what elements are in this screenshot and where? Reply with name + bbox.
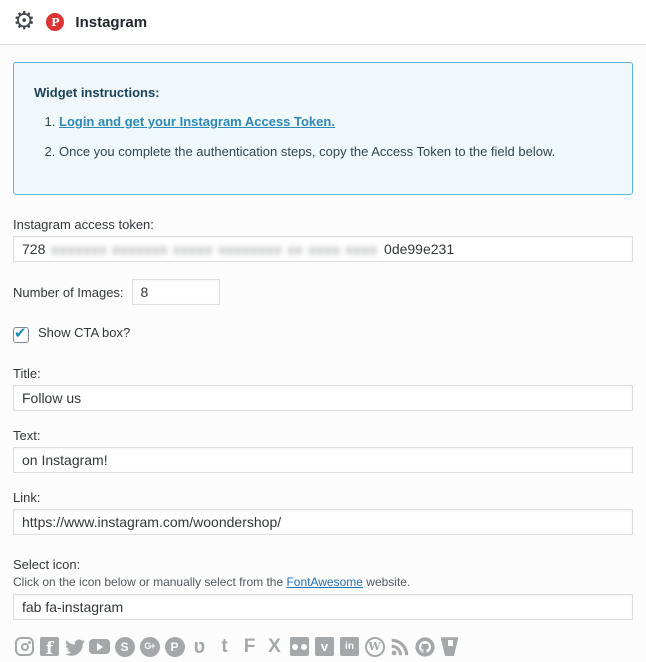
widget-title: Instagram (75, 13, 148, 31)
gear-icon: ⚙ (13, 6, 36, 35)
help-text-prefix: Click on the icon below or manually select from the (13, 575, 287, 590)
rss-icon[interactable] (388, 635, 411, 658)
number-of-images-label: Number of Images: (13, 284, 124, 300)
wordpress-icon[interactable]: W (363, 635, 386, 658)
instructions-heading: Widget instructions: (34, 85, 160, 100)
token-visible-suffix: 0de99e231 (384, 241, 455, 258)
foursquare-icon[interactable]: F (243, 636, 256, 658)
widget-instructions-box (13, 62, 633, 195)
tumblr-icon[interactable]: t (221, 636, 228, 658)
access-token-input[interactable] (13, 236, 633, 262)
github-icon[interactable] (413, 635, 436, 658)
link-input[interactable] (13, 509, 633, 535)
instagram-icon[interactable] (13, 635, 36, 658)
access-token-label: Instagram access token: (13, 217, 154, 233)
show-cta-field (13, 325, 633, 344)
bitbucket-icon[interactable] (438, 635, 461, 658)
text-field (13, 428, 633, 473)
get-access-token-link[interactable]: Login and get your Instagram Access Token. (59, 114, 335, 129)
token-visible-prefix: 728 (22, 241, 46, 258)
select-icon-help (13, 575, 633, 589)
widget-header[interactable] (0, 0, 646, 45)
link-field (13, 490, 633, 535)
token-masked-segment: xxxxxxx xxxxxxx xxxxx xxxxxxxx xx xxxx xxxx (51, 241, 379, 257)
vine-icon[interactable]: ʋ (193, 635, 206, 658)
select-icon-field (13, 557, 633, 658)
title-field (13, 366, 633, 411)
proteusthemes-badge-icon: P (46, 13, 64, 31)
help-text-suffix: website. (362, 575, 411, 590)
title-input[interactable] (13, 385, 633, 411)
text-input[interactable] (13, 447, 633, 473)
twitter-icon[interactable] (63, 635, 86, 658)
fontawesome-link[interactable]: FontAwesome (286, 575, 363, 590)
linkedin-icon[interactable]: in (338, 635, 361, 658)
skype-icon[interactable]: S (113, 635, 136, 658)
show-cta-label[interactable]: Show CTA box? (38, 325, 131, 341)
access-token-field (13, 217, 633, 262)
flickr-icon[interactable] (288, 635, 311, 658)
instruction-step-1 (59, 112, 612, 132)
widget-form (0, 62, 646, 658)
vimeo-icon[interactable]: v (313, 635, 336, 658)
link-label: Link: (13, 490, 41, 506)
youtube-icon[interactable] (88, 635, 111, 658)
instruction-step-2: 2. Once you complete the authentication steps, copy the Access Token to the field below. (59, 142, 612, 162)
xing-icon[interactable]: X (268, 636, 281, 658)
google-plus-icon[interactable]: G+ (138, 635, 161, 658)
show-cta-checkbox[interactable] (13, 327, 29, 343)
number-of-images-field (13, 279, 633, 305)
instructions-list (34, 112, 612, 162)
number-of-images-input[interactable] (132, 279, 220, 305)
select-icon-label: Select icon: (13, 557, 81, 573)
facebook-icon[interactable]: f (38, 635, 61, 658)
icon-picker (13, 635, 633, 658)
text-label: Text: (13, 428, 41, 444)
title-label: Title: (13, 366, 41, 382)
icon-class-input[interactable] (13, 594, 633, 620)
pinterest-icon[interactable]: P (163, 635, 186, 658)
